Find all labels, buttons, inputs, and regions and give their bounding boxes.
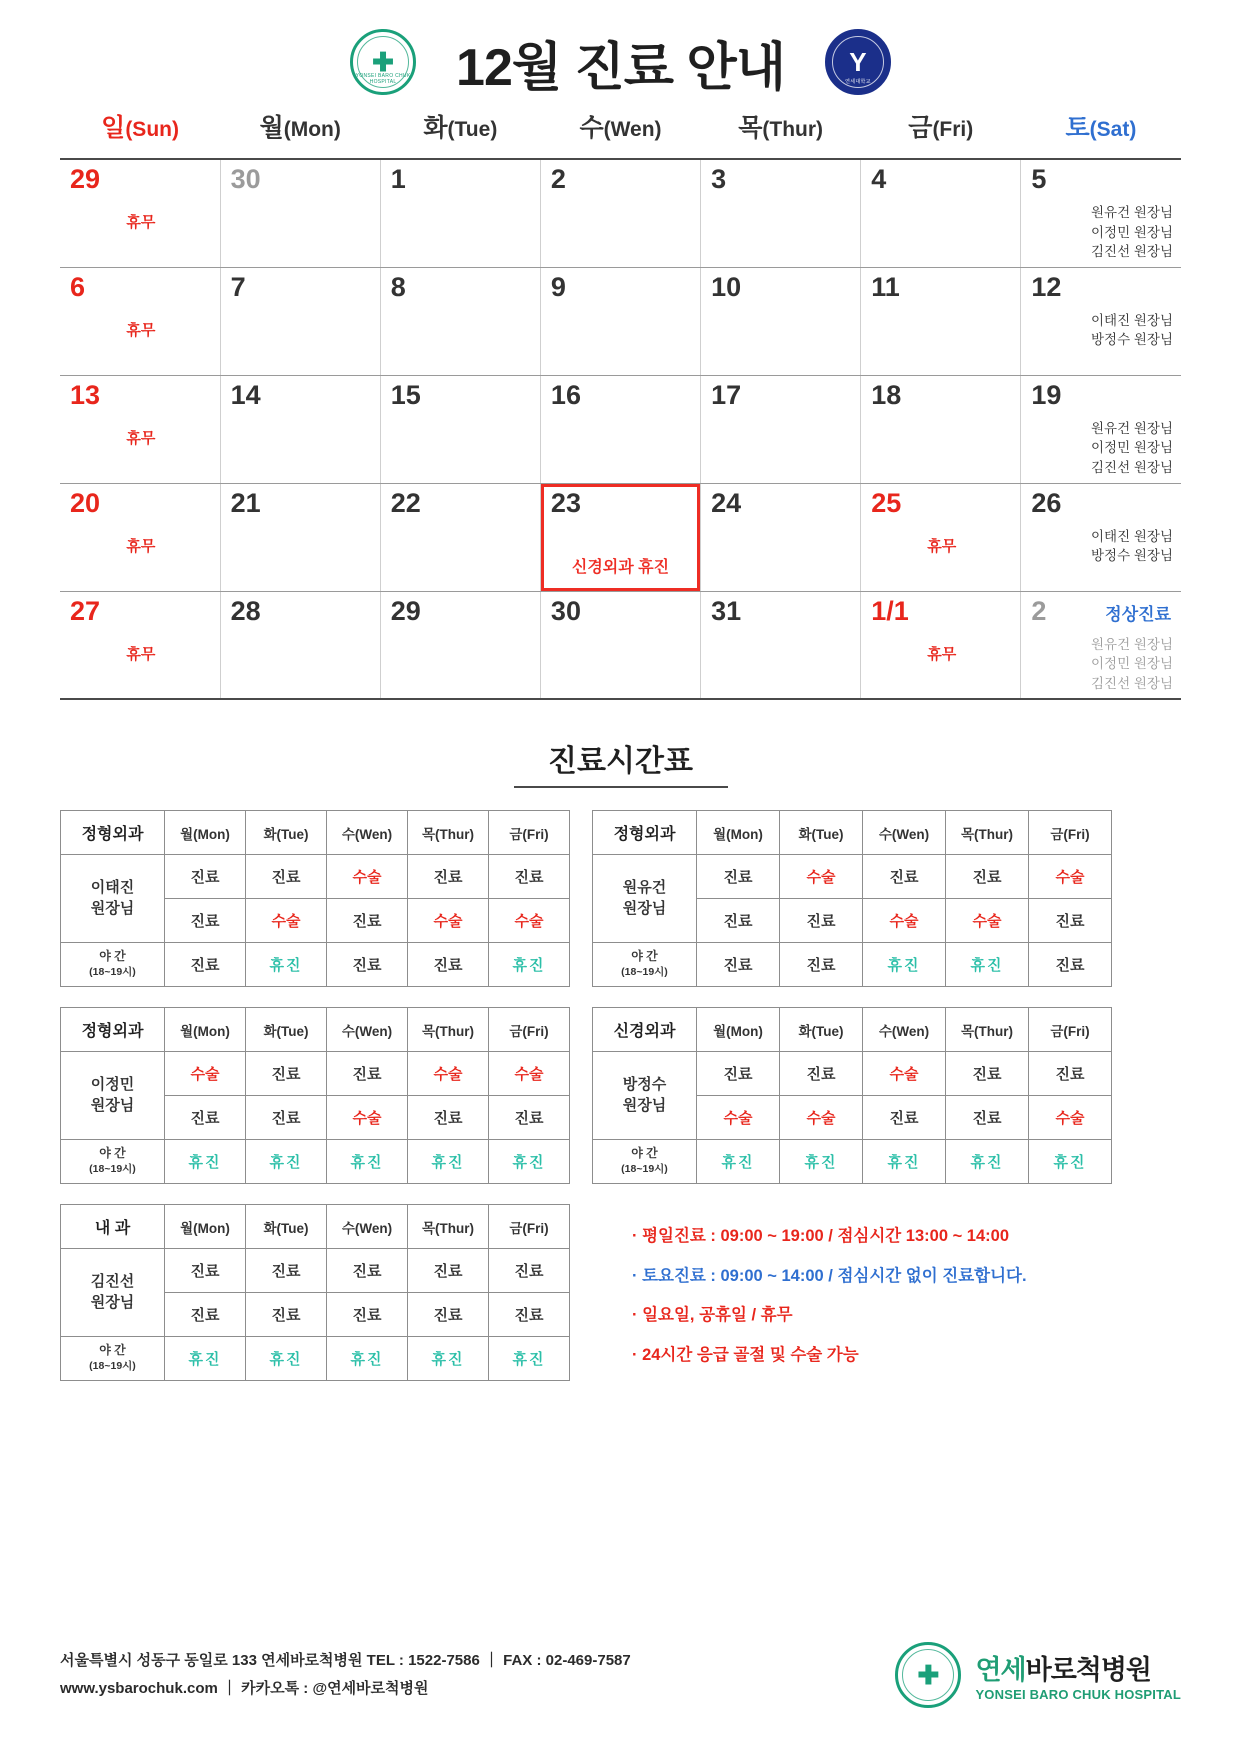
weekday-fri-ko: 금 xyxy=(908,114,933,142)
day-cell-18 xyxy=(861,375,1021,483)
cell: 수술 xyxy=(1029,855,1112,899)
footer-address-line: 서울특별시 성동구 동일로 133 연세바로척병원 TEL : 1522-7586 ｜ FAX : 02-469-7587 xyxy=(60,1651,631,1669)
note-weekday-hours: · 평일진료 : 09:00 ~ 19:00 / 점심시간 13:00 ~ 14:00 xyxy=(632,1227,1010,1245)
brand-text xyxy=(975,1648,1181,1702)
green-logo-glyph: ✚ xyxy=(372,47,394,77)
cell: 진료 xyxy=(1029,1052,1112,1096)
weekday-sun xyxy=(60,98,220,159)
cell: 진료 xyxy=(489,1096,570,1140)
day-number: 5 xyxy=(1031,164,1047,194)
dow-thu: 목(Thur) xyxy=(946,811,1029,855)
night-label: 야 간 (18~19시) xyxy=(61,943,165,987)
cell: 진료 xyxy=(863,855,946,899)
calendar-week-3 xyxy=(60,375,1181,483)
hospital-green-logo-icon xyxy=(350,29,416,95)
dow-thu: 목(Thur) xyxy=(408,1008,489,1052)
schedule-table-won-yu-gun xyxy=(592,810,1112,987)
day-cell-4 xyxy=(861,159,1021,267)
weekday-thu-en: (Thur) xyxy=(762,118,824,141)
day-number: 29 xyxy=(390,595,421,626)
cell: 진료 xyxy=(165,1249,246,1293)
day-cell-19 xyxy=(1021,375,1181,483)
weekday-tue xyxy=(380,98,540,159)
cell: 수술 xyxy=(165,1052,246,1096)
day-number: 8 xyxy=(390,271,406,302)
weekday-sat-en: (Sat) xyxy=(1089,118,1137,141)
doctor-name: 원유건 원장님 xyxy=(593,855,697,943)
day-number: 9 xyxy=(550,271,566,302)
day-off-label: 휴무 xyxy=(927,645,957,663)
night-label: 야 간 (18~19시) xyxy=(593,943,697,987)
table-row-night xyxy=(593,1140,1112,1184)
day-cell-nov30 xyxy=(220,159,380,267)
doctor-name: 이정민 원장님 xyxy=(1091,440,1173,456)
dept-label: 정형외과 xyxy=(61,1008,165,1052)
cell: 진료 xyxy=(165,855,246,899)
poster-header xyxy=(60,0,1181,97)
schedule-table-bang-jung-soo xyxy=(592,1007,1112,1184)
day-cell-24 xyxy=(701,483,861,591)
footer-logo-glyph: ✚ xyxy=(917,1660,940,1690)
dow-wed: 수(Wen) xyxy=(327,811,408,855)
night-label: 야 간 (18~19시) xyxy=(61,1140,165,1184)
calendar-week-4 xyxy=(60,483,1181,591)
cell: 진료 xyxy=(489,855,570,899)
dow-fri: 금(Fri) xyxy=(489,811,570,855)
blue-logo-caption: 연세대학교 xyxy=(845,79,871,85)
doctor-name: 이태진 원장님 xyxy=(1091,528,1173,544)
cell: 수술 xyxy=(946,899,1029,943)
cell: 휴진 xyxy=(863,1140,946,1184)
dow-mon: 월(Mon) xyxy=(165,811,246,855)
cell: 수술 xyxy=(489,899,570,943)
weekday-sat xyxy=(1021,98,1181,159)
weekday-wed-en: (Wen) xyxy=(603,118,662,141)
dow-fri: 금(Fri) xyxy=(489,1205,570,1249)
cell: 진료 xyxy=(697,899,780,943)
doctor-list xyxy=(1031,311,1173,350)
doctor-name: 김진선 원장님 xyxy=(1091,244,1173,260)
operating-hours-notes xyxy=(592,1220,1112,1382)
day-cell-9 xyxy=(540,267,700,375)
dow-thu: 목(Thur) xyxy=(408,1205,489,1249)
doctor-list xyxy=(1031,203,1173,262)
dow-tue: 화(Tue) xyxy=(780,811,863,855)
calendar-header-row xyxy=(60,98,1181,159)
day-number: 28 xyxy=(230,595,261,626)
note-saturday-hours: · 토요진료 : 09:00 ~ 14:00 / 점심시간 없이 진료합니다. xyxy=(632,1266,1027,1285)
neurosurgery-closed-label: 신경외과 휴진 xyxy=(571,558,670,576)
cell: 휴진 xyxy=(246,1337,327,1381)
day-number: 4 xyxy=(871,164,887,194)
doctor-name: 이정민 원장님 xyxy=(1091,656,1173,672)
cell: 휴진 xyxy=(165,1337,246,1381)
day-cell-2 xyxy=(540,159,700,267)
day-number: 12 xyxy=(1031,271,1062,302)
day-cell-14 xyxy=(220,375,380,483)
day-cell-3 xyxy=(701,159,861,267)
day-off-label: 휴무 xyxy=(927,537,957,555)
cell: 진료 xyxy=(946,1052,1029,1096)
cell: 진료 xyxy=(408,855,489,899)
day-cell-26 xyxy=(1021,483,1181,591)
cell: 수술 xyxy=(246,899,327,943)
schedule-table-lee-jung-min xyxy=(60,1007,570,1184)
day-cell-jan2 xyxy=(1021,591,1181,699)
day-number: 15 xyxy=(390,379,421,410)
weekday-sun-ko: 일 xyxy=(101,114,126,142)
day-cell-17 xyxy=(701,375,861,483)
doctor-list xyxy=(1031,419,1173,478)
day-off-label: 휴무 xyxy=(126,214,156,231)
cell: 진료 xyxy=(489,1249,570,1293)
dow-mon: 월(Mon) xyxy=(165,1205,246,1249)
cell: 진료 xyxy=(327,943,408,987)
table-header-row xyxy=(61,1008,570,1052)
footer-web-line: www.ysbarochuk.com ｜ 카카오톡 : @연세바로척병원 xyxy=(60,1680,429,1697)
calendar-week-2 xyxy=(60,267,1181,375)
cell: 휴진 xyxy=(697,1140,780,1184)
cell: 수술 xyxy=(780,855,863,899)
cell: 휴진 xyxy=(489,1337,570,1381)
day-number: 23 xyxy=(550,487,581,518)
footer-brand xyxy=(895,1642,1181,1708)
doctor-name: 원유건 원장님 xyxy=(1091,420,1173,436)
cell: 휴진 xyxy=(489,1140,570,1184)
weekday-tue-ko: 화 xyxy=(423,114,448,142)
dow-wed: 수(Wen) xyxy=(327,1008,408,1052)
dow-wed: 수(Wen) xyxy=(863,1008,946,1052)
normal-service-badge: 정상진료 xyxy=(1105,604,1171,624)
day-number: 30 xyxy=(230,164,261,194)
schedule-column-left xyxy=(60,810,570,1398)
dept-label: 정형외과 xyxy=(593,811,697,855)
day-number: 25 xyxy=(871,487,902,518)
cell: 휴진 xyxy=(165,1140,246,1184)
cell: 진료 xyxy=(780,1052,863,1096)
day-number: 16 xyxy=(550,379,581,410)
weekday-sat-ko: 토 xyxy=(1065,114,1090,142)
day-cell-16 xyxy=(540,375,700,483)
cell: 진료 xyxy=(408,1249,489,1293)
day-off-label: 휴무 xyxy=(126,645,156,663)
schedule-tables-wrap xyxy=(60,810,1181,1398)
cell: 진료 xyxy=(863,1096,946,1140)
month-calendar xyxy=(60,98,1181,700)
day-off-label: 휴무 xyxy=(126,321,156,339)
table-row xyxy=(593,1052,1112,1096)
doctor-name: 방정수 원장님 xyxy=(1091,332,1173,348)
day-cell-25 xyxy=(861,483,1021,591)
dow-tue: 화(Tue) xyxy=(246,1008,327,1052)
schedule-section-title: 진료시간표 xyxy=(548,745,693,778)
day-number: 26 xyxy=(1031,487,1062,518)
table-row-night xyxy=(593,943,1112,987)
dept-label: 내 과 xyxy=(61,1205,165,1249)
cell: 진료 xyxy=(1029,943,1112,987)
table-header-row xyxy=(61,811,570,855)
cell: 진료 xyxy=(697,1052,780,1096)
day-number: 11 xyxy=(871,271,900,302)
yonsei-blue-emblem-icon xyxy=(825,29,891,95)
day-number: 2 xyxy=(550,164,566,194)
day-number: 18 xyxy=(871,379,902,410)
doctor-list xyxy=(1031,635,1173,694)
doctor-name: 방정수 원장님 xyxy=(1091,548,1173,564)
day-number: 29 xyxy=(70,164,101,194)
cell: 진료 xyxy=(165,1096,246,1140)
weekday-fri xyxy=(861,98,1021,159)
day-number: 21 xyxy=(230,487,261,518)
day-number: 6 xyxy=(70,271,86,302)
cell: 수술 xyxy=(327,1096,408,1140)
day-cell-23-highlight xyxy=(540,483,700,591)
day-cell-30 xyxy=(540,591,700,699)
dept-label: 정형외과 xyxy=(61,811,165,855)
cell: 진료 xyxy=(246,1096,327,1140)
weekday-fri-en: (Fri) xyxy=(932,118,974,141)
day-number: 7 xyxy=(230,271,246,302)
dept-label: 신경외과 xyxy=(593,1008,697,1052)
cell: 진료 xyxy=(1029,899,1112,943)
table-header-row xyxy=(61,1205,570,1249)
cell: 진료 xyxy=(408,1293,489,1337)
cell: 수술 xyxy=(408,1052,489,1096)
cell: 휴진 xyxy=(246,1140,327,1184)
table-row xyxy=(593,855,1112,899)
weekday-mon-ko: 월 xyxy=(259,114,284,142)
day-number: 19 xyxy=(1031,379,1062,410)
dow-mon: 월(Mon) xyxy=(165,1008,246,1052)
cell: 수술 xyxy=(1029,1096,1112,1140)
cell: 진료 xyxy=(780,943,863,987)
dow-fri: 금(Fri) xyxy=(1029,811,1112,855)
day-number: 17 xyxy=(711,379,742,410)
day-cell-29 xyxy=(380,591,540,699)
weekday-sun-en: (Sun) xyxy=(125,118,179,141)
cell: 휴진 xyxy=(408,1337,489,1381)
weekday-thu-ko: 목 xyxy=(738,114,763,142)
section-title-underline xyxy=(514,786,728,788)
blue-logo-glyph: Y xyxy=(849,47,867,77)
weekday-thu xyxy=(701,98,861,159)
doctor-name: 이정민 원장님 xyxy=(61,1052,165,1140)
day-cell-6 xyxy=(60,267,220,375)
day-cell-1 xyxy=(380,159,540,267)
day-cell-nov29 xyxy=(60,159,220,267)
day-cell-27 xyxy=(60,591,220,699)
day-number: 1 xyxy=(390,164,406,194)
table-row-night xyxy=(61,943,570,987)
doctor-name: 이정민 원장님 xyxy=(1091,224,1173,240)
cell: 휴진 xyxy=(408,1140,489,1184)
day-number: 2 xyxy=(1031,595,1047,626)
cell: 수술 xyxy=(408,899,489,943)
cell: 진료 xyxy=(408,943,489,987)
day-off-label: 휴무 xyxy=(126,537,156,555)
cell: 휴진 xyxy=(489,943,570,987)
night-label: 야 간 (18~19시) xyxy=(61,1337,165,1381)
day-cell-10 xyxy=(701,267,861,375)
dow-fri: 금(Fri) xyxy=(489,1008,570,1052)
note-emergency: · 24시간 응급 골절 및 수술 가능 xyxy=(632,1345,859,1364)
day-cell-11 xyxy=(861,267,1021,375)
cell: 휴진 xyxy=(780,1140,863,1184)
day-cell-22 xyxy=(380,483,540,591)
cell: 진료 xyxy=(165,943,246,987)
day-off-label: 휴무 xyxy=(126,429,156,447)
cell: 수술 xyxy=(863,1052,946,1096)
doctor-name: 원유건 원장님 xyxy=(1091,205,1173,220)
dow-wed: 수(Wen) xyxy=(327,1205,408,1249)
day-cell-jan1 xyxy=(861,591,1021,699)
day-number: 24 xyxy=(711,487,742,518)
weekday-mon xyxy=(220,98,380,159)
day-number: 14 xyxy=(230,379,261,410)
weekday-wed xyxy=(540,98,700,159)
cell: 휴진 xyxy=(946,943,1029,987)
schedule-column-right xyxy=(592,810,1112,1398)
doctor-list xyxy=(1031,527,1173,566)
cell: 진료 xyxy=(327,1249,408,1293)
footer xyxy=(60,1642,1181,1708)
day-cell-13 xyxy=(60,375,220,483)
cell: 수술 xyxy=(863,899,946,943)
cell: 진료 xyxy=(246,1249,327,1293)
day-number: 31 xyxy=(711,595,742,626)
day-number: 22 xyxy=(390,487,421,518)
doctor-name: 김진선 원장님 xyxy=(61,1249,165,1337)
night-label: 야 간 (18~19시) xyxy=(593,1140,697,1184)
cell: 진료 xyxy=(780,899,863,943)
doctor-name: 이태진 원장님 xyxy=(1091,312,1173,328)
day-cell-28 xyxy=(220,591,380,699)
cell: 진료 xyxy=(327,899,408,943)
dow-mon: 월(Mon) xyxy=(697,811,780,855)
dow-tue: 화(Tue) xyxy=(780,1008,863,1052)
cell: 휴진 xyxy=(327,1337,408,1381)
cell: 진료 xyxy=(946,1096,1029,1140)
doctor-name: 원유건 원장님 xyxy=(1091,636,1173,652)
table-row-night xyxy=(61,1337,570,1381)
cell: 진료 xyxy=(246,855,327,899)
day-number: 20 xyxy=(70,487,101,518)
green-logo-caption: YONSEI BARO CHUK HOSPITAL xyxy=(355,73,411,85)
day-cell-20 xyxy=(60,483,220,591)
weekday-wed-ko: 수 xyxy=(579,114,604,142)
cell: 진료 xyxy=(408,1096,489,1140)
cell: 진료 xyxy=(246,1052,327,1096)
schedule-table-lee-tae-jin xyxy=(60,810,570,987)
brand-name-en: YONSEI BARO CHUK HOSPITAL xyxy=(975,1687,1181,1702)
schedule-table-kim-jin-sun xyxy=(60,1204,570,1381)
cell: 수술 xyxy=(327,855,408,899)
cell: 진료 xyxy=(697,943,780,987)
weekday-mon-en: (Mon) xyxy=(283,118,341,141)
dow-tue: 화(Tue) xyxy=(246,811,327,855)
dow-mon: 월(Mon) xyxy=(697,1008,780,1052)
cell: 진료 xyxy=(697,855,780,899)
footer-contact xyxy=(60,1647,631,1704)
table-header-row xyxy=(593,1008,1112,1052)
cell: 진료 xyxy=(246,1293,327,1337)
cell: 진료 xyxy=(165,1293,246,1337)
hospital-logo-icon xyxy=(895,1642,961,1708)
cell: 휴진 xyxy=(327,1140,408,1184)
day-cell-21 xyxy=(220,483,380,591)
note-sunday-holiday: · 일요일, 공휴일 / 휴무 xyxy=(632,1306,793,1325)
day-number: 27 xyxy=(70,595,101,626)
brand-name-kr: 연세바로척병원 xyxy=(975,1655,1152,1685)
dow-wed: 수(Wen) xyxy=(863,811,946,855)
table-row xyxy=(61,1052,570,1096)
cell: 수술 xyxy=(780,1096,863,1140)
cell: 진료 xyxy=(327,1293,408,1337)
dow-thu: 목(Thur) xyxy=(946,1008,1029,1052)
dow-thu: 목(Thur) xyxy=(408,811,489,855)
dow-fri: 금(Fri) xyxy=(1029,1008,1112,1052)
day-cell-15 xyxy=(380,375,540,483)
cell: 진료 xyxy=(489,1293,570,1337)
calendar-week-5 xyxy=(60,591,1181,699)
cell: 수술 xyxy=(489,1052,570,1096)
cell: 휴진 xyxy=(946,1140,1029,1184)
cell: 휴진 xyxy=(1029,1140,1112,1184)
day-cell-5 xyxy=(1021,159,1181,267)
day-number: 13 xyxy=(70,379,101,410)
weekday-tue-en: (Tue) xyxy=(447,118,498,141)
table-row xyxy=(61,1249,570,1293)
day-number: 10 xyxy=(711,271,742,302)
cell: 휴진 xyxy=(246,943,327,987)
dow-tue: 화(Tue) xyxy=(246,1205,327,1249)
table-header-row xyxy=(593,811,1112,855)
day-number: 1/1 xyxy=(871,595,909,626)
doctor-name: 이태진 원장님 xyxy=(61,855,165,943)
day-cell-8 xyxy=(380,267,540,375)
doctor-name: 방정수 원장님 xyxy=(593,1052,697,1140)
day-cell-31 xyxy=(701,591,861,699)
cell: 진료 xyxy=(327,1052,408,1096)
day-number: 30 xyxy=(550,595,581,626)
table-row xyxy=(61,855,570,899)
day-cell-12 xyxy=(1021,267,1181,375)
day-number: 3 xyxy=(711,164,727,194)
doctor-name: 김진선 원장님 xyxy=(1091,459,1173,475)
cell: 진료 xyxy=(165,899,246,943)
doctor-name: 김진선 원장님 xyxy=(1091,675,1173,691)
table-row-night xyxy=(61,1140,570,1184)
calendar-week-1 xyxy=(60,159,1181,267)
page-title: 12월 진료 안내 xyxy=(456,38,785,97)
cell: 수술 xyxy=(697,1096,780,1140)
cell: 휴진 xyxy=(863,943,946,987)
cell: 진료 xyxy=(946,855,1029,899)
day-cell-7 xyxy=(220,267,380,375)
